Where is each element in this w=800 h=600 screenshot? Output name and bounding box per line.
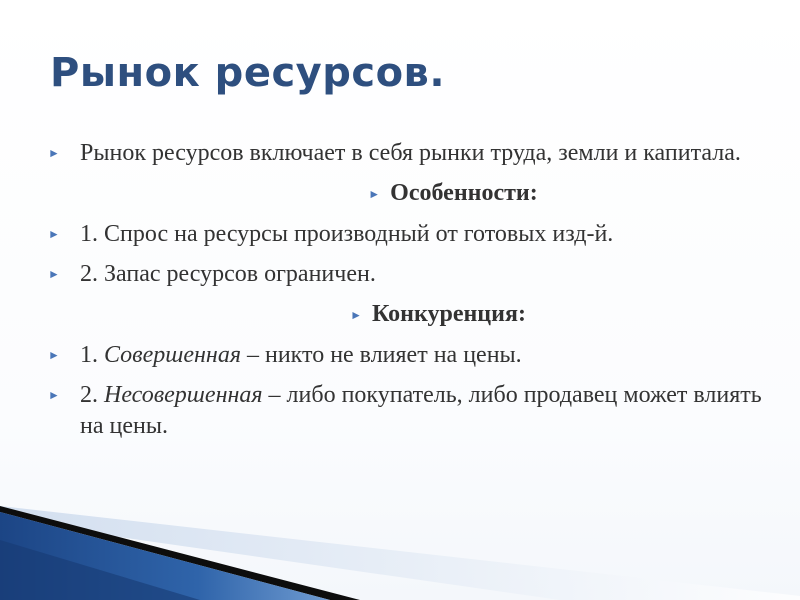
item-text: 2. Запас ресурсов ограничен. <box>80 261 376 287</box>
section-heading <box>48 178 768 210</box>
item-text: – либо покупатель, либо продавец может влиять на цены. <box>80 382 762 439</box>
bullet-icon: ► <box>48 267 60 281</box>
item-prefix: 2. <box>80 382 104 408</box>
bullet-icon: ► <box>48 348 60 362</box>
list-item <box>48 380 768 442</box>
bullet-icon: ► <box>368 187 381 201</box>
item-text: Рынок ресурсов включает в себя рынки труда, земли и капитала. <box>80 140 741 166</box>
bullet-icon: ► <box>48 146 60 160</box>
item-text: – никто не влияет на цены. <box>240 342 522 368</box>
item-prefix: 1. <box>80 342 104 368</box>
section-heading <box>48 299 768 331</box>
bullet-icon: ► <box>350 308 362 322</box>
list-item <box>48 259 768 290</box>
heading-text: Особенности: <box>390 180 538 206</box>
list-item <box>48 340 768 371</box>
list-item <box>48 219 768 250</box>
bullet-icon: ► <box>48 227 60 241</box>
list-item <box>48 138 768 169</box>
slide-title: Рынок ресурсов. <box>50 50 446 96</box>
item-text: 1. Спрос на ресурсы производный от готовых изд-й. <box>80 221 614 247</box>
bullet-icon: ► <box>48 388 60 402</box>
item-emphasis: Совершенная <box>104 342 241 368</box>
slide-content <box>48 138 768 451</box>
item-emphasis: Несовершенная <box>104 382 263 408</box>
heading-text: Конкуренция: <box>371 301 526 327</box>
